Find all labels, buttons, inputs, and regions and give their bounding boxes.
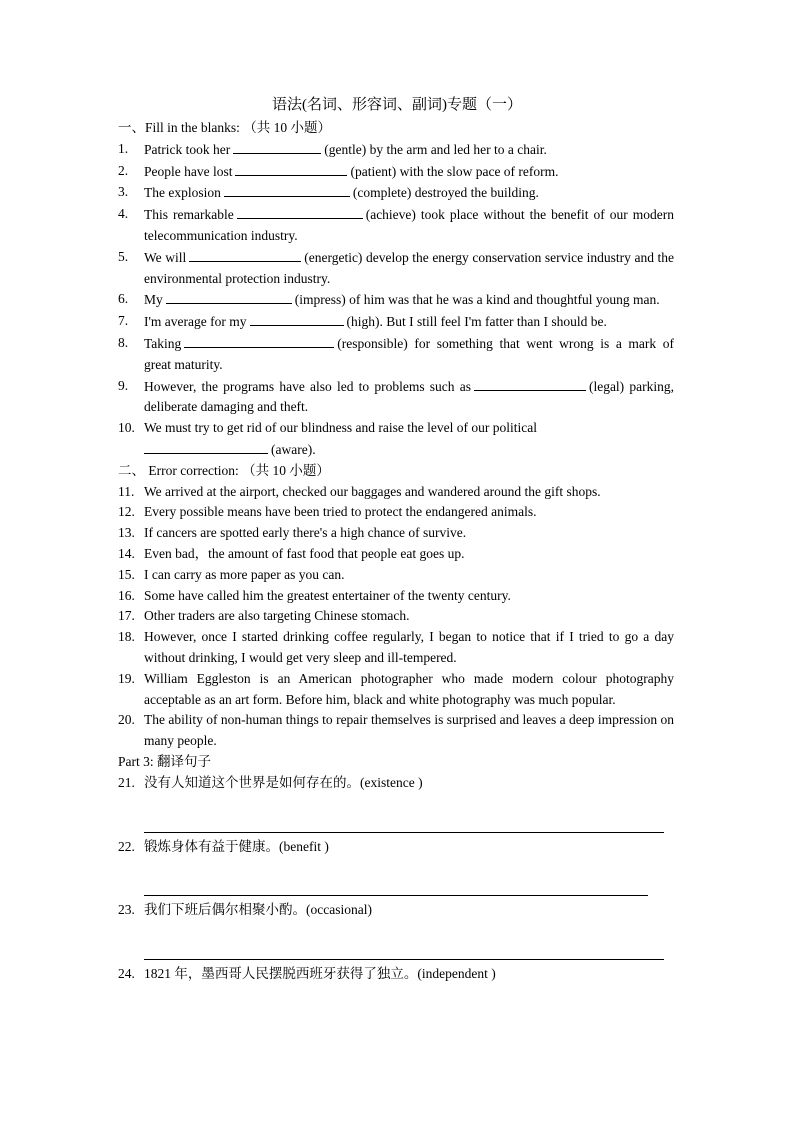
item-text: The ability of non-human things to repair themselves is surprised and leaves a deep impression on many people. [144,712,674,749]
error-item-19 [118,669,674,711]
item-number: 24. [118,966,135,982]
item-number: 1. [118,140,129,156]
item-text-before: We will [144,249,187,265]
fill-item-1 [118,139,674,161]
item-text: Some have called him the greatest entertainer of the twenty century. [144,587,511,603]
item-number: 3. [118,184,129,200]
worksheet-content [118,118,674,985]
answer-blank[interactable] [189,247,301,262]
answer-blank[interactable] [474,376,586,391]
error-item-14 [118,544,674,565]
item-text: William Eggleston is an American photographer who made modern colour photography acceptable as an art form. Before him, black and white photography was much popular. [144,670,674,707]
item-text-after: (impress) of him was that he was a kind and thoughtful young man. [294,292,660,308]
answer-blank[interactable] [144,439,268,454]
fill-item-8 [118,333,674,376]
item-number: 21. [118,774,135,790]
section3-heading: Part 3: 翻译句子 [118,753,211,769]
item-number: 15. [118,566,135,582]
item-text-before: However, the programs have also led to problems such as [144,378,471,394]
item-text-before: The explosion [144,185,221,201]
translate-item-23 [118,900,674,921]
section2-heading: 二、 Error correction: （共 10 小题） [118,462,330,478]
item-number: 23. [118,902,135,918]
item-text: 我们下班后偶尔相聚小酌。(occasional) [144,902,372,918]
fill-item-9 [118,376,674,419]
item-text-before: This remarkable [144,207,234,223]
answer-blank[interactable] [235,161,347,176]
item-number: 18. [118,629,135,645]
item-number: 16. [118,587,135,603]
item-text: If cancers are spotted early there's a high chance of survive. [144,525,467,541]
item-text-before: People have lost [144,163,233,179]
item-number: 7. [118,313,129,329]
item-text: 1821 年，墨西哥人民摆脱西班牙获得了独立。(independent ) [144,966,496,982]
item-number: 20. [118,712,135,728]
error-item-20 [118,710,674,752]
item-text: We arrived at the airport, checked our baggages and wandered around the gift shops. [144,483,601,499]
translate-item-22 [118,837,674,858]
item-text-before: My [144,292,163,308]
fill-item-2 [118,161,674,183]
item-number: 4. [118,206,129,222]
item-text: 锻炼身体有益于健康。(benefit ) [144,838,329,854]
error-item-17 [118,606,674,627]
item-text: I can carry as more paper as you can. [144,566,345,582]
error-item-15 [118,565,674,586]
translate-item-21 [118,773,674,794]
item-text-before: I'm average for my [144,314,247,330]
item-number: 9. [118,377,129,393]
page-title: 语法(名词、形容词、副词)专题（一） [272,97,522,113]
item-number: 22. [118,838,135,854]
fill-item-6 [118,289,674,311]
item-number: 2. [118,162,129,178]
item-text: Other traders are also targeting Chinese stomach. [144,608,410,624]
item-text: Even bad，the amount of fast food that people eat goes up. [144,545,465,561]
answer-blank[interactable] [250,311,344,326]
item-text-after: (gentle) by the arm and led her to a chair. [324,141,547,157]
answer-blank[interactable] [184,333,334,348]
item-text-after: (high). But I still feel I'm fatter than I should be. [346,314,607,330]
item-text: However, once I started drinking coffee regularly, I began to notice that if I tried to go a day without drinking, I would get very sleep and ill-tempered. [144,629,674,665]
fill-item-10 [118,418,674,461]
item-text-before: Taking [144,335,182,351]
item-number: 10. [118,420,135,436]
item-number: 11. [118,483,135,499]
item-text-after: (responsible) for something that went wrong is a mark of great maturity. [144,335,674,372]
item-number: 5. [118,248,129,264]
error-item-11 [118,482,674,503]
item-number: 14. [118,545,135,561]
error-item-12 [118,502,674,523]
answer-blank[interactable] [224,182,350,197]
item-number: 6. [118,291,129,307]
item-number: 17. [118,608,135,624]
item-number: 8. [118,334,129,350]
item-number: 19. [118,670,135,686]
item-text-after: (aware). [271,441,316,457]
item-number: 12. [118,504,135,520]
item-number: 13. [118,525,135,541]
error-item-13 [118,523,674,544]
fill-item-3 [118,182,674,204]
answer-blank[interactable] [233,139,321,154]
item-text-before: We must try to get rid of our blindness and raise the level of our political [144,420,537,436]
fill-item-7 [118,311,674,333]
error-item-18 [118,627,674,669]
item-text-after: (patient) with the slow pace of reform. [350,163,559,179]
item-text-after: (complete) destroyed the building. [352,185,539,201]
answer-blank[interactable] [166,289,292,304]
answer-blank[interactable] [237,204,363,219]
fill-item-4 [118,204,674,247]
fill-item-5 [118,247,674,290]
item-text: Every possible means have been tried to protect the endangered animals. [144,504,537,520]
translate-item-24 [118,964,674,985]
error-item-16 [118,586,674,607]
item-text-after: (energetic) develop the energy conservation service industry and the environmental protection industry. [144,249,674,286]
item-text-before: Patrick took her [144,141,231,157]
section1-heading: 一、Fill in the blanks: （共 10 小题） [118,120,332,135]
item-text-after: (achieve) took place without the benefit of our modern telecommunication industry. [144,207,674,243]
item-text: 没有人知道这个世界是如何存在的。(existence ) [144,774,423,790]
item-text-after: (legal) parking, deliberate damaging and theft. [144,378,674,415]
